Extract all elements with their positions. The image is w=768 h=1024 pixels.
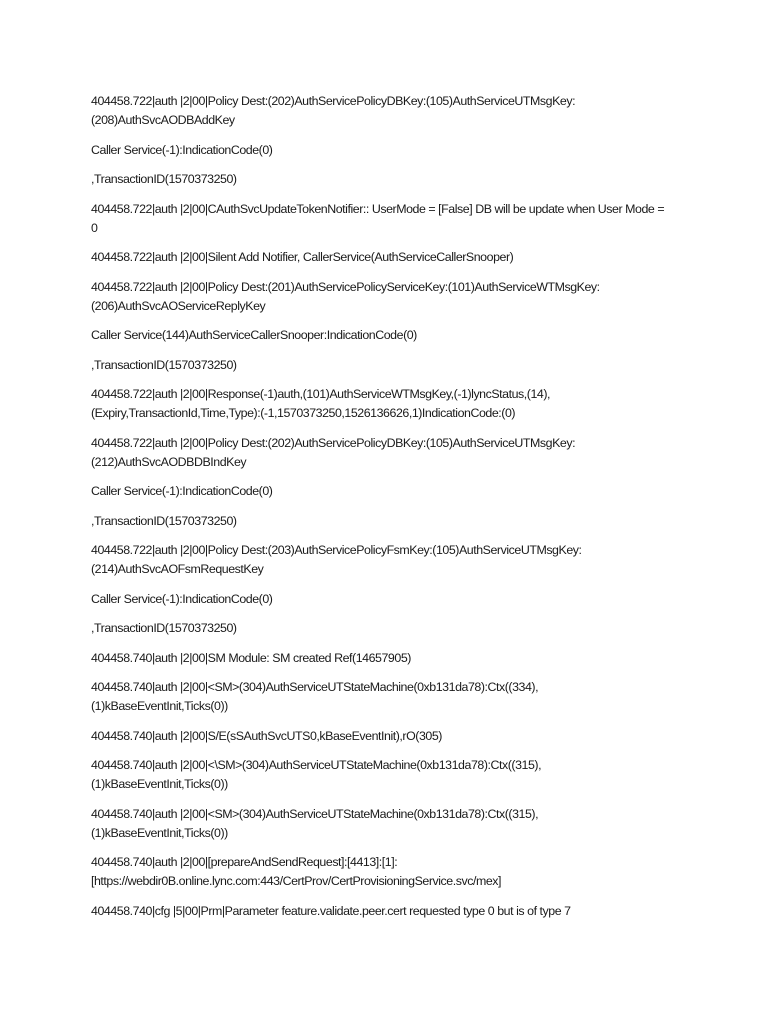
log-line: 404458.722|auth |2|00|Policy Dest:(202)AuthServicePolicyDBKey:(105)AuthServiceUTMsgKey:(208)AuthSvcAODBAddKey (91, 94, 576, 127)
log-line: Caller Service(-1):IndicationCode(0) (91, 484, 273, 498)
log-line: Caller Service(-1):IndicationCode(0) (91, 591, 273, 606)
log-line: 404458.722|auth |2|00|Silent Add Notifier, CallerService(AuthServiceCallerSnooper) (91, 250, 514, 264)
log-line: ,TransactionID(1570373250) (91, 513, 237, 528)
log-line: 404458.722|auth |2|00|Response(-1)auth,(101)AuthServiceWTMsgKey,(-1)lyncStatus,(14),(Expiry,TransactionId,Time,Type):(-1,1570373250,1526136626,1)IndicationCode:(0) (91, 387, 551, 420)
log-line: 404458.740|auth |2|00|SM Module: SM created Ref(14657905) (91, 650, 411, 665)
log-line: 404458.722|auth |2|00|Policy Dest:(202)AuthServicePolicyDBKey:(105)AuthServiceUTMsgKey:(212)AuthSvcAODBDBIndKey (91, 435, 576, 469)
log-line: 404458.722|auth |2|00|Policy Dest:(201)AuthServicePolicyServiceKey:(101)AuthServiceWTMsgKey:(206)AuthSvcAOServiceReplyKey (91, 279, 600, 313)
log-line: ,TransactionID(1570373250) (91, 172, 237, 186)
log-line: 404458.740|auth |2|00|<SM>(304)AuthServiceUTStateMachine(0xb131da78):Ctx((334),(1)kBaseEventInit,Ticks(0)) (91, 680, 539, 713)
log-line: 404458.740|auth |2|00|<SM>(304)AuthServiceUTStateMachine(0xb131da78):Ctx((315),(1)kBaseEventInit,Ticks(0)) (91, 806, 539, 840)
log-line: Caller Service(-1):IndicationCode(0) (91, 142, 273, 157)
log-line: 404458.722|auth |2|00|CAuthSvcUpdateTokenNotifier:: UserMode = [False] DB will be update when User Mode = 0 (91, 201, 665, 235)
log-text-body (91, 92, 671, 931)
log-line: 404458.740|cfg |5|00|Prm|Parameter feature.validate.peer.cert requested type 0 but is of type 7 (91, 903, 571, 918)
log-line: ,TransactionID(1570373250) (91, 621, 237, 635)
log-line: 404458.740|auth |2|00|S/E(sSAuthSvcUTS0,kBaseEventInit),rO(305) (91, 728, 442, 743)
log-line: 404458.740|auth |2|00|[prepareAndSendRequest]:[4413]:[1]:[https://webdir0B.online.lync.com:443/CertProv/CertProvisioningService.svc/mex] (91, 855, 502, 888)
log-line: Caller Service(144)AuthServiceCallerSnooper:IndicationCode(0) (91, 328, 417, 342)
log-line: ,TransactionID(1570373250) (91, 357, 237, 372)
log-line: 404458.722|auth |2|00|Policy Dest:(203)AuthServicePolicyFsmKey:(105)AuthServiceUTMsgKey:(214)AuthSvcAOFsmRequestKey (91, 543, 582, 576)
log-line: 404458.740|auth |2|00|<\SM>(304)AuthServiceUTStateMachine(0xb131da78):Ctx((315),(1)kBaseEventInit,Ticks(0)) (91, 758, 542, 791)
